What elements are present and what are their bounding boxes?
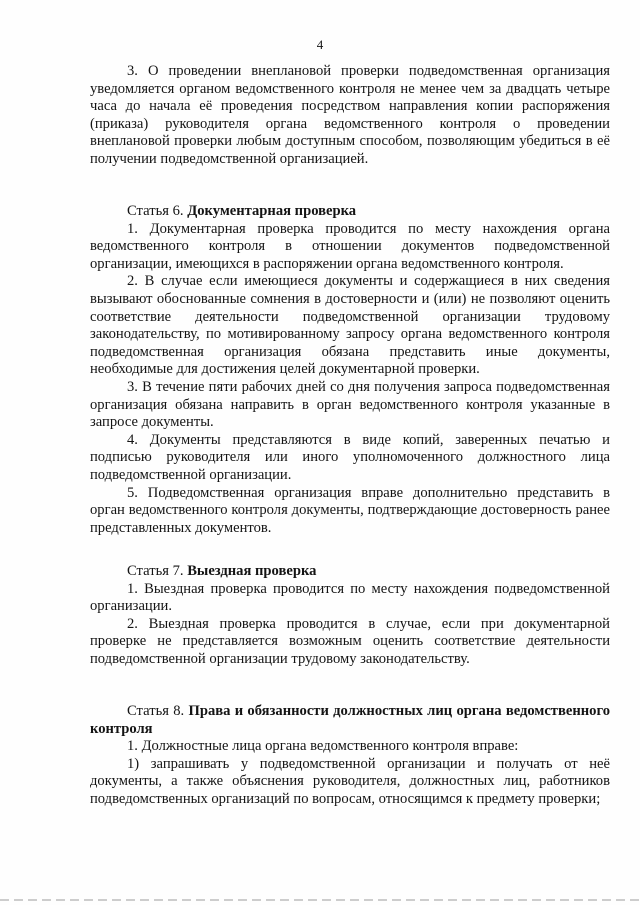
article-6-heading xyxy=(90,203,610,221)
article-7-paragraph: 1. Выездная проверка проводится по месту нахождения подведомственной организации. xyxy=(90,580,610,615)
article-7-prefix: Статья 7. xyxy=(127,563,188,579)
article-6-paragraph: 4. Документы представляются в виде копий, заверенных печатью и подписью руководителя или иного уполномоченного должностного лица подведомственной организации. xyxy=(90,431,610,483)
article-6-paragraph: 3. В течение пяти рабочих дней со дня получения запроса подведомственная организация обязана направить в орган ведомственного контроля указанные в запросе документы. xyxy=(90,378,610,431)
article-6-title: Документарная проверка xyxy=(187,203,357,219)
scan-artifact-line xyxy=(0,899,640,901)
article-8-heading xyxy=(90,703,610,738)
article-8-paragraph: 1. Должностные лица органа ведомственного контроля вправе: xyxy=(127,738,519,755)
article-7 xyxy=(90,563,610,669)
article-7-title: Выездная проверка xyxy=(187,563,317,579)
article-8 xyxy=(90,703,610,809)
article-6 xyxy=(90,203,610,537)
article-6-paragraph: 5. Подведомственная организация вправе дополнительно представить в орган ведомственного контроля документы, подтверждающие достоверность ранее представленных документов. xyxy=(90,484,610,536)
article-8-title: Права и обязанности должностных лиц органа ведомственного контроля xyxy=(90,703,611,737)
article-6-paragraph: 2. В случае если имеющиеся документы и содержащиеся в них сведения вызывают обоснованные сомнения в достоверности и (или) не позволяют оценить соответствие деятельности подведомственной организации трудовому законодательству, по мотивированному запросу органа ведомственного контроля подведомственная организация обязана представить иные документы, необходимые для достижения целей документарной проверки. xyxy=(90,273,610,378)
intro-p3-text: 3. О проведении внеплановой проверки подведомственная организация уведомляется органом ведомственного контроля не менее чем за двадцать четыре часа до начала её проведения посредством направления копии распоряжения (приказа) руководителя органа ведомственного контроля о проведении внеплановой проверки любым доступным способом, позволяющим убедиться в её получении подведомственной организацией. xyxy=(90,63,610,167)
intro-paragraph-3 xyxy=(90,63,610,169)
article-7-paragraph: 2. Выездная проверка проводится в случае, если при документарной проверке не представляется возможным оценить соответствие деятельности подведомственной организации трудовому законодательству. xyxy=(90,615,610,667)
article-7-heading xyxy=(90,563,610,581)
article-8-prefix: Статья 8. xyxy=(127,703,189,719)
page-number: 4 xyxy=(316,37,324,52)
article-6-paragraph: 1. Документарная проверка проводится по месту нахождения органа ведомственного контроля в отношении документов подведомственной организации, имеющихся в распоряжении органа ведомственного контроля. xyxy=(90,220,610,272)
article-8-paragraph: 1) запрашивать у подведомственной организации и получать от неё документы, а также объяснения руководителя, должностных лиц, работников подведомственных организаций по вопросам, относящимся к предмету проверки; xyxy=(90,755,610,807)
article-6-prefix: Статья 6. xyxy=(127,203,188,219)
